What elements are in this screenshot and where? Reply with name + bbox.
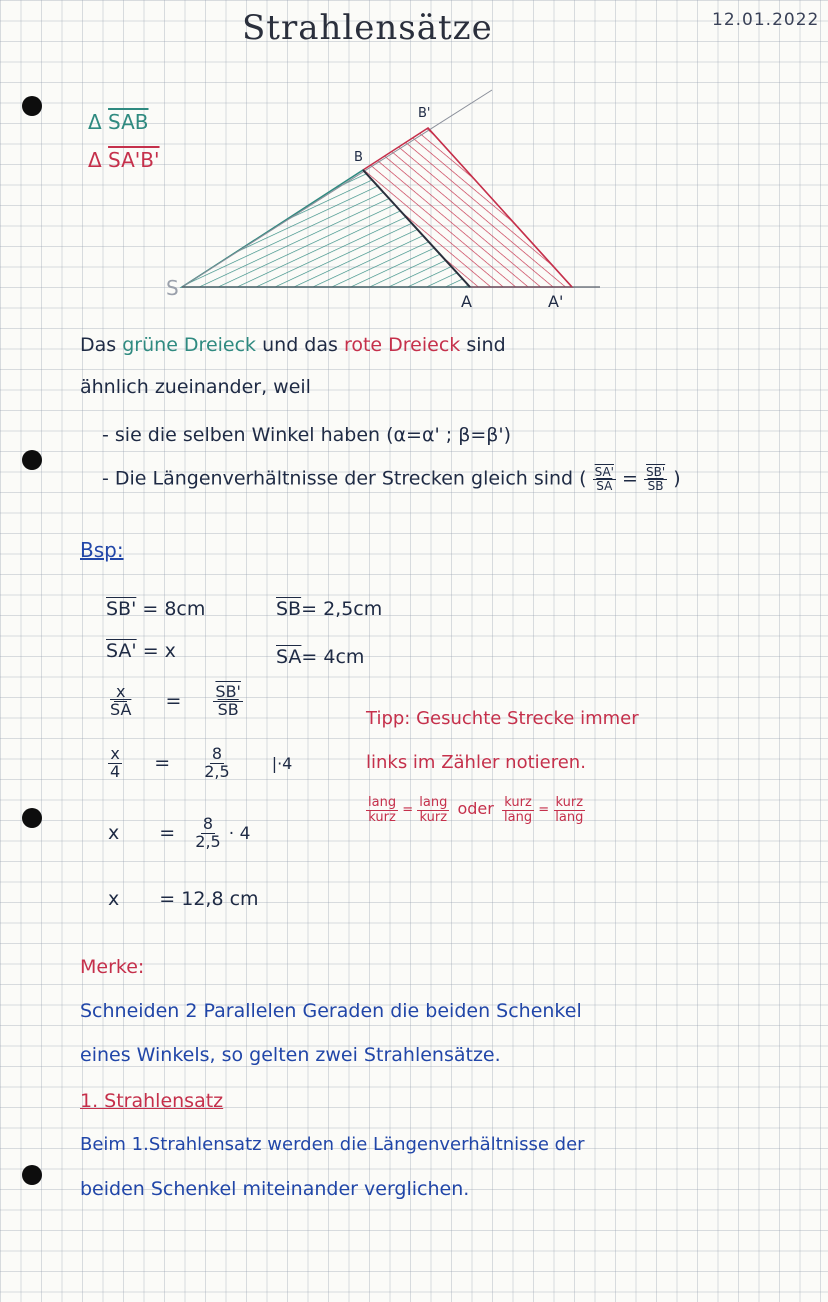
text-line-4: - Die Längenverhältnisse der Strecken gleich sind ( $\frac{SA'}{SA}$ = $\frac{SB'}{SB}$ )	[102, 465, 681, 493]
given-sa: $\overline{SA}= 4cm$	[276, 646, 365, 668]
equation-step-1: $\frac{x}{SA}$ = $\frac{SB'}{SB}$	[110, 682, 241, 719]
date: 12.01.2022	[712, 10, 820, 30]
given-sb: $\overline{SB}= 2,5cm$	[276, 598, 383, 620]
tip-fractions: $\frac{\text{lang}}{\text{kurz}}$ = $\frac{\text{lang}}{\text{kurz}}$ oder $\frac{\text{kurz}}{\text{lang}}$ = $\frac{\text{kurz}}{\text{lang}}$	[368, 795, 584, 825]
equation-step-4: x = 12,8 cm	[108, 888, 259, 910]
green-triangle-text: grüne Dreieck	[122, 334, 257, 356]
green-triangle-name: $\overline{SAB}$	[108, 110, 149, 134]
given-sb-prime: SB' = 8cm	[106, 598, 206, 620]
given-sa-prime: SA' = x	[106, 640, 176, 662]
merke-line-1: Schneiden 2 Parallelen Geraden die beiden Schenkel	[80, 1000, 582, 1022]
merke-line-4: beiden Schenkel miteinander verglichen.	[80, 1178, 470, 1200]
label-A: A	[461, 292, 472, 311]
label-A-prime: A'	[548, 292, 564, 311]
fraction-sa: $\frac{SA'}{SA}$	[594, 465, 614, 493]
fraction-sb: $\frac{SB'}{SB}$	[646, 465, 666, 493]
red-triangle-name: SA'B'	[108, 148, 160, 172]
page-title: Strahlensätze	[242, 8, 493, 48]
tip-line-2: links im Zähler notieren.	[366, 752, 586, 773]
text-line-1: Das grüne Dreieck und das rote Dreieck sind	[80, 334, 506, 356]
merke-line-2: eines Winkels, so gelten zwei Strahlensätze.	[80, 1044, 501, 1066]
equation-step-2: $\frac{x}{4}$ = $\frac{8}{2,5}$ |·4	[110, 744, 293, 781]
example-heading: Bsp:	[80, 538, 124, 562]
red-triangle-text: rote Dreieck	[343, 334, 461, 356]
triangle-sign: Δ	[88, 110, 102, 134]
text-line-2: ähnlich zueinander, weil	[80, 376, 311, 398]
triangle-sign: Δ	[88, 148, 102, 172]
merke-subheading: 1. Strahlensatz	[80, 1090, 224, 1112]
label-B-prime: B'	[418, 106, 431, 121]
merke-line-3: Beim 1.Strahlensatz werden die Längenverhältnisse der	[80, 1134, 585, 1155]
equation-step-3: x = $\frac{8}{2,5}$ · 4	[108, 814, 251, 851]
text-line-3: - sie die selben Winkel haben (α=α' ; β=β')	[102, 424, 512, 446]
label-S: S	[166, 276, 179, 300]
merke-heading: Merke:	[80, 956, 145, 978]
tip-line-1: Tipp: Gesuchte Strecke immer	[366, 708, 639, 729]
label-B: B	[354, 150, 363, 165]
